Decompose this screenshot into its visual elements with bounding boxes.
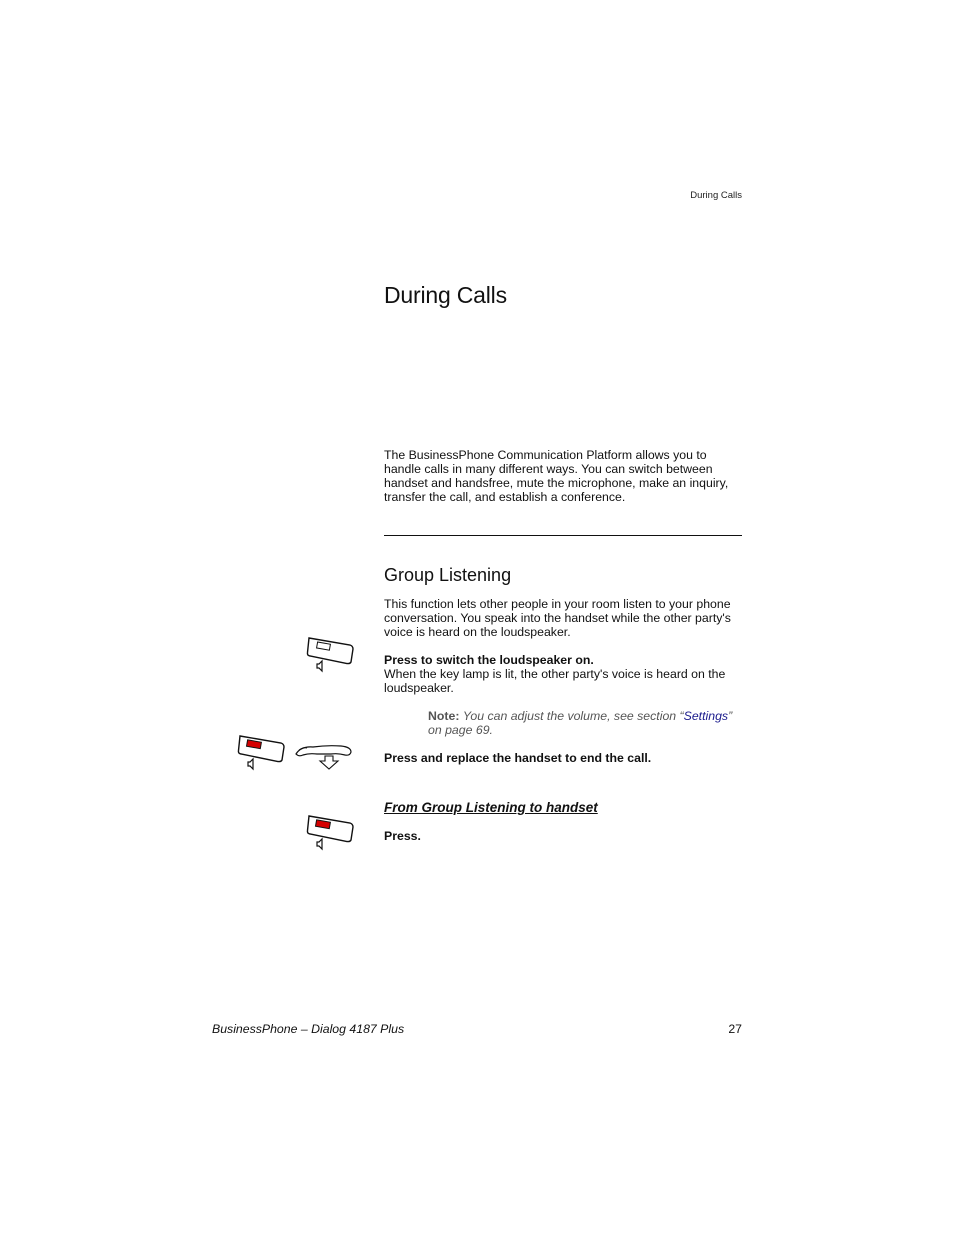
volume-note — [428, 709, 748, 737]
settings-link[interactable]: Settings — [683, 709, 729, 723]
subsection-instruction: Press. — [384, 829, 421, 843]
footer-product-name: BusinessPhone – Dialog 4187 Plus — [212, 1022, 405, 1036]
step-2-instruction: Press and replace the handset to end the call. — [384, 751, 652, 765]
section-description: This function lets other people in your room listen to your phone conversation. You speak into the handset while the other party's voice is heard on the loudspeaker. — [384, 597, 731, 639]
step-1-instruction: Press to switch the loudspeaker on. — [384, 653, 594, 667]
note-label: Note: — [428, 709, 460, 723]
loudspeaker-key-icon — [306, 636, 356, 672]
footer-page-number: 27 — [728, 1022, 742, 1036]
loudspeaker-key-lit-icon — [306, 814, 356, 850]
running-header: During Calls — [690, 190, 742, 201]
page-title: During Calls — [384, 282, 507, 308]
handset-replace-icon — [293, 744, 355, 770]
section-title: Group Listening — [384, 565, 512, 585]
section-divider — [384, 535, 742, 536]
intro-paragraph: The BusinessPhone Communication Platform allows you to handle calls in many different ways. You can switch between handset and handsfree, mute the microphone, make an inquiry, transfer the call, and establish a conference. — [384, 448, 729, 504]
note-page-reference: ” on page 69. — [428, 709, 733, 737]
note-text: You can adjust the volume, see section “ — [462, 709, 684, 723]
subsection-title: From Group Listening to handset — [384, 800, 598, 815]
loudspeaker-key-lit-icon — [237, 734, 287, 770]
step-1-detail: When the key lamp is lit, the other party's voice is heard on the loudspeaker. — [384, 667, 726, 695]
